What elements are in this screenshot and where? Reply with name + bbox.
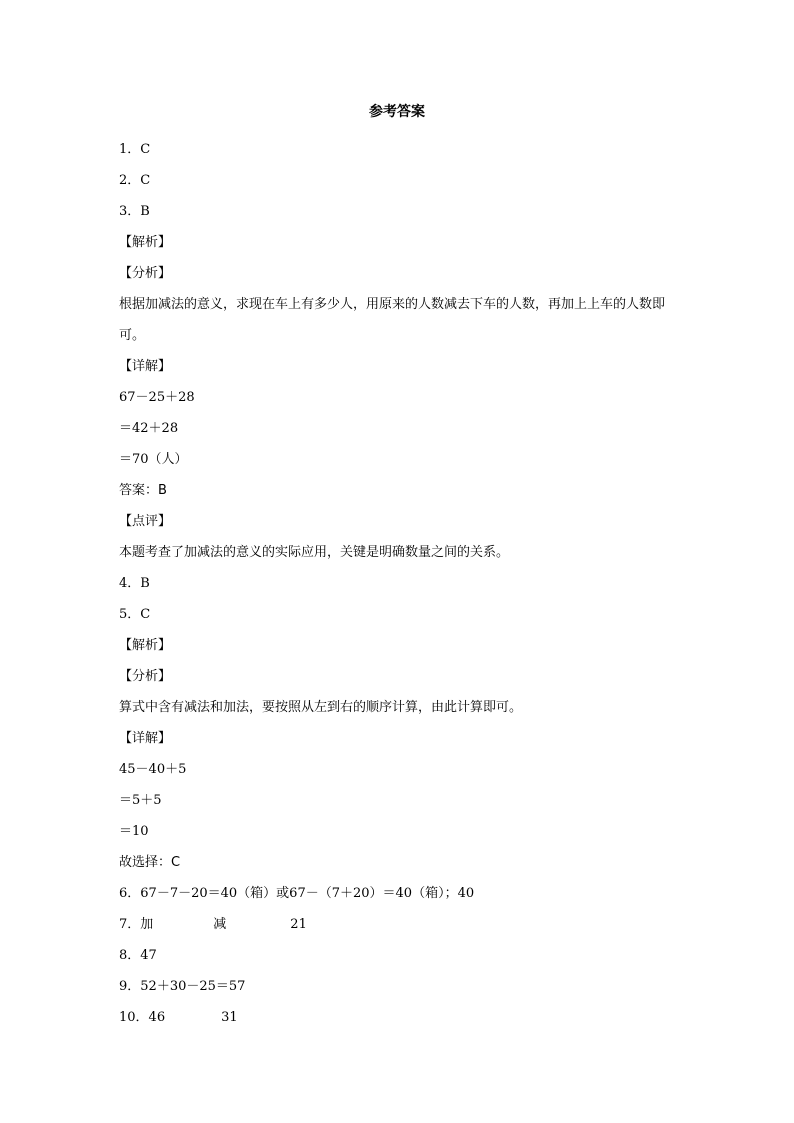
calc-step-2: ＝42＋28 [119, 421, 179, 436]
answer-line-6: 6．67－7－20＝40（箱）或67－（7＋20）＝40（箱）；40 [119, 886, 475, 901]
page-title: 参考答案 [369, 104, 425, 120]
calc2-step-2: ＝5＋5 [119, 793, 162, 808]
calc-step-3: ＝70（人） [119, 452, 188, 467]
section-dianping: 【点评】 [119, 514, 172, 529]
section-xiangjie: 【详解】 [119, 359, 172, 374]
section-jiexi: 【解析】 [119, 235, 172, 250]
comment-text: 本题考查了加减法的意义的实际应用，关键是明确数量之间的关系。 [119, 545, 510, 560]
answer-line-10 [119, 1002, 679, 1033]
answer-10-part-1: 10．46 [119, 1010, 166, 1025]
answer-line-9: 9．52＋30－25＝57 [119, 979, 246, 994]
choice-statement: 故选择：C [119, 855, 181, 870]
answer-list [119, 134, 679, 1033]
calc2-step-1: 45－40＋5 [119, 762, 187, 777]
answer-line-1: 1．C [119, 142, 151, 157]
answer-statement: 答案：B [119, 483, 167, 498]
calc2-step-3: ＝10 [119, 824, 149, 839]
answer-7-part-2: 减 [213, 917, 227, 932]
answer-7-part-1: 7．加 [119, 917, 154, 932]
answer-line-4: 4．B [119, 576, 150, 591]
answer-line-5: 5．C [119, 607, 151, 622]
section-fenxi: 【分析】 [119, 266, 172, 281]
answer-line-7 [119, 909, 679, 940]
answer-10-part-2: 31 [221, 1010, 238, 1025]
calc-step-1: 67－25＋28 [119, 390, 195, 405]
section-fenxi-2: 【分析】 [119, 669, 172, 684]
section-jiexi-2: 【解析】 [119, 638, 172, 653]
answer-line-2: 2．C [119, 173, 151, 188]
analysis-text-2: 算式中含有减法和加法，要按照从左到右的顺序计算，由此计算即可。 [119, 700, 523, 715]
answer-7-part-3: 21 [290, 917, 307, 932]
section-xiangjie-2: 【详解】 [119, 731, 172, 746]
answer-line-3: 3．B [119, 204, 150, 219]
analysis-text: 根据加减法的意义，求现在车上有多少人，用原来的人数减去下车的人数，再加上上车的人数即可。 [119, 297, 666, 343]
answer-line-8: 8．47 [119, 948, 157, 963]
